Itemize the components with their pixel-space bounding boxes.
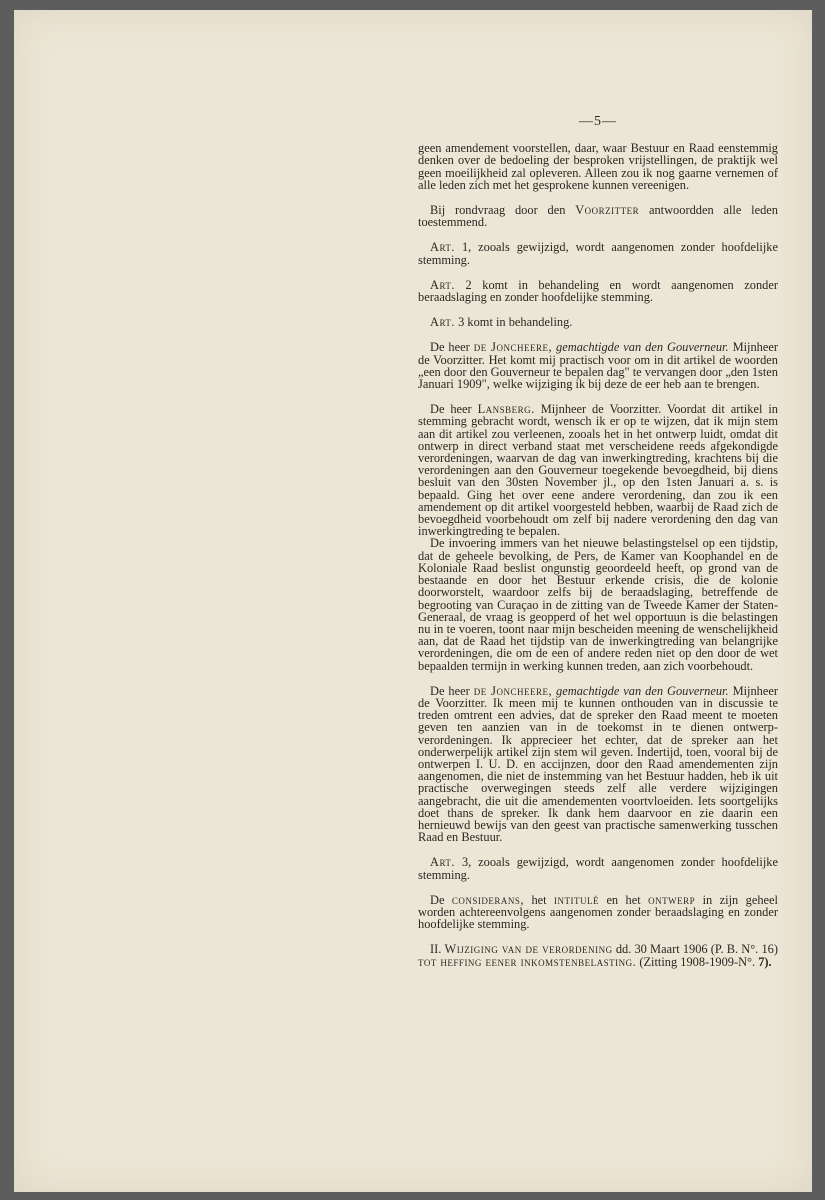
speaker-role: gemachtigde van den Gouverneur. xyxy=(556,683,729,698)
paragraph-10 xyxy=(418,856,778,880)
art-label: Art. xyxy=(430,240,456,255)
paragraph-1-text: geen amendement voorstellen, daar, waar Bestuur en Raad eenstemmig denken over de bedoeling der besproken vrijstellingen, de praktijk wel geen moeilijkheid zal opleveren. Alleen zou ik nog gaarne vernemen of alle leden zich met het gesprokene kunnen vereenigen. xyxy=(418,141,778,192)
ontwerp-label: ontwerp xyxy=(648,892,696,907)
p9-text: Mijnheer de Voorzitter. Ik meen mij te kunnen onthouden van in discussie te treden omtrent een advies, dat de spreker den Raad meent te moeten geven ten aanzien van in de toekomst in te dienen ontwerp-verordeningen. Ik apprecieer het echter, dat de spreker aan het onderwerpelijk artikel zijn stem wil geven. Indertijd, toen, vooral bij de ontwerpen I. U. D. en accijnzen, door den Raad amendementen zijn aangenomen, die niet de instemming van het Bestuur hadden, heb ik uit practische overwegingen steeds zelf alle verdere wijzigingen aangebracht, die uit die amendementen voortvloeiden. Iets soortgelijks doet thans de spreker. Ik dank hem daarvoor en zie daarin een hernieuwd bewijs van den geest van practische samenwerking tusschen Raad en Bestuur. xyxy=(418,683,778,845)
paragraph-3 xyxy=(418,241,778,265)
p8-text: De invoering immers van het nieuwe belastingstelsel op een tijdstip, dat de geheele bevolking, de Pers, de Kamer van Koophandel en de Koloniale Raad beslist ongunstig geoordeeld heeft, op grond van de bestaande en door het Bestuur erkende crisis, die de kolonie doorworstelt, waardoor zelfs bij de beraadslaging, betreffende de begrooting van Curaçao in de zitting van de Tweede Kamer der Staten-Generaal, de vraag is geopperd of het wel opportuun is die belastingen nu in te voeren, toont naar mijn bescheiden meening de wenschelijkheid aan, dat de Raad het tijdstip van de inwerkingtreding van belangrijke verordeningen, die om de een of andere reden niet op den door de wet bepaalden termijn in werking kunnen treden, aan zich voorbehoudt. xyxy=(418,536,778,673)
section-heading xyxy=(418,943,778,967)
p5-text: 3 komt in behandeling. xyxy=(458,315,573,330)
paragraph-4 xyxy=(418,279,778,303)
speaker-de-joncheere: de Joncheere, xyxy=(473,683,553,698)
art-label: Art. xyxy=(430,315,456,330)
speaker-lansberg: Lansberg. xyxy=(477,402,535,417)
p11-en: en het xyxy=(606,892,641,907)
speaker-role: gemachtigde van den Gouverneur. xyxy=(556,340,729,355)
p7-heer: De heer xyxy=(430,402,472,417)
paragraph-1 xyxy=(418,142,778,191)
p4-text: 2 komt in behandeling en wordt aangenomen zonder beraadslaging en zonder hoofdelijke stemming. xyxy=(418,277,778,305)
paragraph-6 xyxy=(418,341,778,390)
section-session: (Zitting 1908-1909-N°. xyxy=(639,954,756,969)
p11-text: in zijn geheel worden achtereenvolgens aangenomen zonder beraadslaging en zonder hoofdelijke stemming. xyxy=(418,892,778,932)
p7-text: Mijnheer de Voorzitter. Voordat dit artikel in stemming gebracht wordt, wensch ik er op te wijzen, dat ik mijn stem aan dit artikel zou verleenen, zooals het in het ontwerp luidt, omdat dit ontwerp in direct verband staat met verscheidene reeds afgekondigde verordeningen, waarvan de dag van inwerkingtreding, krachtens bij die verordeningen aan den Gouverneur toegekende bevoegdheid, bij diens besluit van den 30sten November jl., op den 1sten Januari a. s. is bepaald. Ging het over eene andere verordening, dan zou ik een amendement op dit artikel voorgesteld hebben, waarbij de Raad zich de bevoegdheid voorbehoudt om zelf bij nadere verordening den dag van inwerkingtreding te bepalen. xyxy=(418,402,778,539)
paragraph-8 xyxy=(418,537,778,671)
p11-het: het xyxy=(531,892,547,907)
paragraph-7 xyxy=(418,403,778,537)
art-label: Art. xyxy=(430,855,456,870)
paragraph-11 xyxy=(418,894,778,931)
text-column xyxy=(418,116,778,981)
section-date: dd. 30 Maart 1906 (P. B. N°. 16) xyxy=(615,942,778,957)
section-title: Wijziging van de verordening xyxy=(444,942,613,957)
paragraph-2 xyxy=(418,204,778,228)
p9-heer: De heer xyxy=(430,683,470,698)
intitule-label: intitulé xyxy=(554,892,599,907)
art-label: Art. xyxy=(430,277,456,292)
p3-text: 1, zooals gewijzigd, wordt aangenomen zonder hoofdelijke stemming. xyxy=(418,240,778,267)
speaker-de-joncheere: de Joncheere, xyxy=(473,340,553,355)
p2-before: Bij rondvraag door den xyxy=(430,203,566,218)
scanned-page xyxy=(14,10,812,1192)
considerans-label: considerans, xyxy=(451,892,524,907)
p2-after: antwoordden alle leden toestemmend. xyxy=(418,203,778,230)
paragraph-9 xyxy=(418,685,778,844)
paragraph-5 xyxy=(418,316,778,328)
section-number: II. xyxy=(430,942,442,957)
p11-de: De xyxy=(430,892,445,907)
speaker-voorzitter: Voorzitter xyxy=(575,203,640,218)
page-number: —5— xyxy=(579,114,617,129)
p6-text: Mijnheer de Voorzitter. Het komt mij practisch voor om in dit artikel de woorden „een door den Gouverneur te bepalen dag" te vervangen door „den 1sten Januari 1909", welke wijziging ik bij deze de eer heb aan te brengen. xyxy=(418,340,778,392)
section-subtitle: tot heffing eener inkomstenbelasting. xyxy=(418,954,637,969)
p6-heer: De heer xyxy=(430,340,470,355)
p10-text: 3, zooals gewijzigd, wordt aangenomen zonder hoofdelijke stemming. xyxy=(418,855,778,882)
section-session-number: 7). xyxy=(758,954,772,969)
